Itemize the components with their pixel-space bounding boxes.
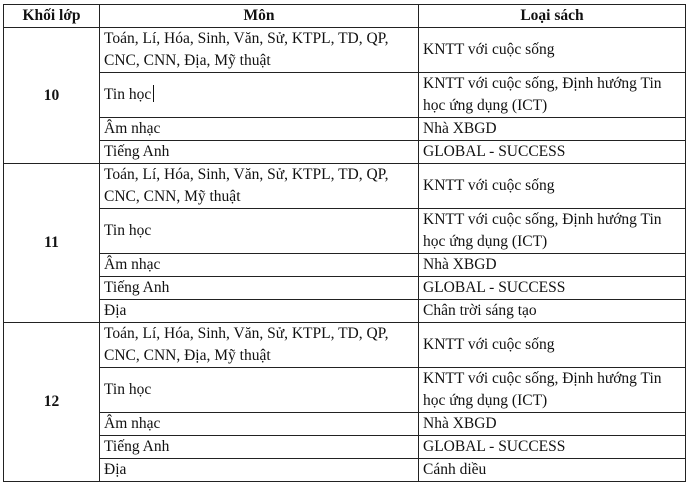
table-row (4, 413, 686, 436)
book-cell[interactable]: GLOBAL - SUCCESS (419, 436, 686, 459)
subject-cell[interactable]: Toán, Lí, Hóa, Sinh, Văn, Sử, KTPL, TD, QP, CNC, CNN, Địa, Mỹ thuật (100, 323, 419, 368)
book-cell[interactable]: Nhà XBGD (419, 413, 686, 436)
book-cell[interactable]: KNTT với cuộc sống, Định hướng Tin học ứng dụng (ICT) (419, 73, 686, 118)
subject-cell[interactable]: Tiếng Anh (100, 141, 419, 164)
book-cell[interactable]: KNTT với cuộc sống, Định hướng Tin học ứng dụng (ICT) (419, 368, 686, 413)
subject-cell[interactable]: Tiếng Anh (100, 436, 419, 459)
table-row (4, 28, 686, 73)
grade-cell: 10 (4, 28, 100, 164)
subject-cell[interactable]: Âm nhạc (100, 413, 419, 436)
subject-cell[interactable]: Toán, Lí, Hóa, Sinh, Văn, Sử, KTPL, TD, QP, CNC, CNN, Địa, Mỹ thuật (100, 28, 419, 73)
table-row (4, 436, 686, 459)
subject-cell[interactable]: Âm nhạc (100, 118, 419, 141)
table-row (4, 164, 686, 209)
table-row (4, 254, 686, 277)
header-book-type: Loại sách (419, 5, 686, 28)
book-cell[interactable]: Nhà XBGD (419, 118, 686, 141)
book-cell[interactable]: GLOBAL - SUCCESS (419, 277, 686, 300)
book-cell[interactable]: Nhà XBGD (419, 254, 686, 277)
table-row (4, 209, 686, 254)
grade-cell: 11 (4, 164, 100, 323)
subject-cell[interactable]: Tiếng Anh (100, 277, 419, 300)
table-row (4, 323, 686, 368)
book-cell[interactable]: KNTT với cuộc sống, Định hướng Tin học ứng dụng (ICT) (419, 209, 686, 254)
subject-cell[interactable] (100, 73, 419, 118)
subject-cell[interactable]: Địa (100, 300, 419, 323)
subject-text: Tin học (104, 86, 152, 103)
subject-cell[interactable]: Tin học (100, 209, 419, 254)
table-row (4, 141, 686, 164)
table-row (4, 73, 686, 118)
text-cursor (153, 85, 154, 102)
subject-cell[interactable]: Toán, Lí, Hóa, Sinh, Văn, Sử, KTPL, TD, QP, CNC, CNN, Mỹ thuật (100, 164, 419, 209)
book-cell[interactable]: Cánh diều (419, 459, 686, 482)
book-cell[interactable]: KNTT với cuộc sống (419, 164, 686, 209)
header-grade: Khối lớp (4, 5, 100, 28)
subject-cell[interactable]: Tin học (100, 368, 419, 413)
book-cell[interactable]: GLOBAL - SUCCESS (419, 141, 686, 164)
table-row (4, 459, 686, 482)
header-subject: Môn (100, 5, 419, 28)
table-row (4, 277, 686, 300)
table-row (4, 300, 686, 323)
document-page (3, 4, 685, 482)
header-row (4, 5, 686, 28)
table-row (4, 368, 686, 413)
book-cell[interactable]: KNTT với cuộc sống (419, 28, 686, 73)
subject-cell[interactable]: Địa (100, 459, 419, 482)
book-cell[interactable]: Chân trời sáng tạo (419, 300, 686, 323)
grade-cell: 12 (4, 323, 100, 482)
textbook-table (3, 4, 686, 482)
table-row (4, 118, 686, 141)
subject-cell[interactable]: Âm nhạc (100, 254, 419, 277)
book-cell[interactable]: KNTT với cuộc sống (419, 323, 686, 368)
